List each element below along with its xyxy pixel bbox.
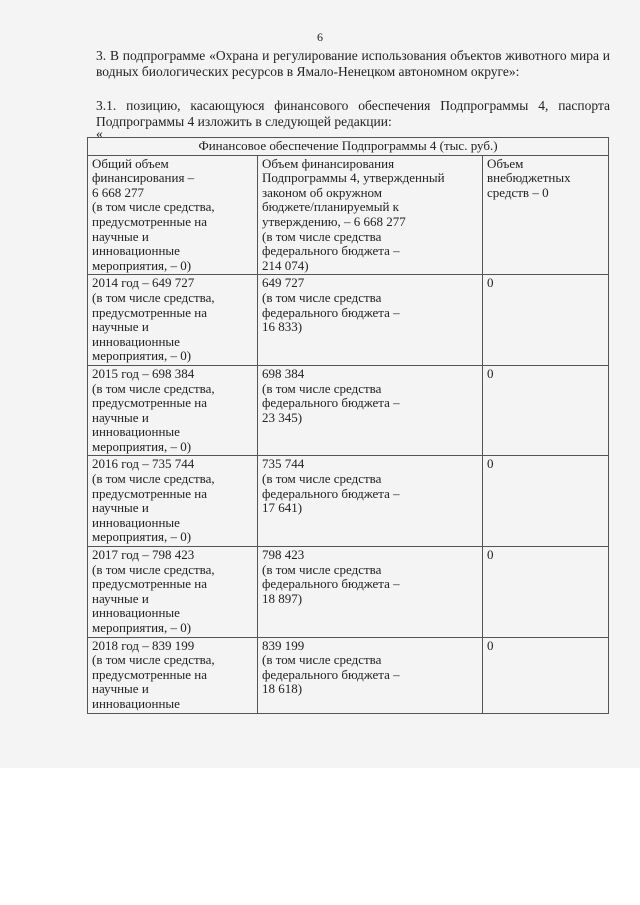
table-cell-year: [88, 365, 258, 456]
opening-quote-mark: «: [96, 126, 103, 141]
table-cell-year: [88, 637, 258, 713]
paragraph-position-change: 3.1. позицию, касающуюся финансового обеспечения Подпрограммы 4, паспорта Подпрограммы 4 изложить в следующей редакции:: [96, 98, 610, 129]
table-cell-year: [88, 275, 258, 366]
paragraph-subprogram-intro: 3. В подпрограмме «Охрана и регулирование использования объектов животного мира и водных биологических ресурсов в Ямало-Ненецком автономном округе»:: [96, 48, 610, 79]
cell-text: Общий объем финансирования – 6 668 277 (в том числе средства, предусмотренные на научные и инновационные мероприятия, – 0): [92, 155, 215, 273]
cell-text: 798 423 (в том числе средства федерального бюджета – 18 897): [262, 547, 400, 606]
table-row: [88, 365, 609, 456]
cell-text: 2014 год – 649 727 (в том числе средства, предусмотренные на научные и инновационные мероприятия, – 0): [92, 275, 215, 364]
cell-text: 2015 год – 698 384 (в том числе средства, предусмотренные на научные и инновационные мероприятия, – 0): [92, 365, 215, 454]
table-cell-extrabudget-funding: [483, 155, 609, 275]
table-row: [88, 637, 609, 713]
cell-text: Объем финансирования Подпрограммы 4, утвержденный законом об окружном бюджете/планируемый к утверждению, – 6 668 277 (в том числе средства федерального бюджета – 214 074): [262, 155, 445, 273]
table-cell-budget: [258, 456, 483, 547]
table-cell-budget: [258, 275, 483, 366]
cell-text: 0: [487, 637, 494, 653]
cell-text: 839 199 (в том числе средства федерального бюджета – 18 618): [262, 637, 400, 697]
table-row: [88, 547, 609, 638]
cell-text: 2018 год – 839 199 (в том числе средства, предусмотренные на научные и инновационные: [92, 637, 215, 711]
table-cell-year: [88, 456, 258, 547]
table-cell-budget: [258, 365, 483, 456]
table-cell-extrabudget: [483, 547, 609, 638]
cell-text: 735 744 (в том числе средства федерального бюджета – 17 641): [262, 456, 400, 516]
table-cell-extrabudget: [483, 275, 609, 366]
table-row: [88, 275, 609, 366]
cell-text: 2016 год – 735 744 (в том числе средства, предусмотренные на научные и инновационные мероприятия, – 0): [92, 456, 215, 545]
cell-text: 649 727 (в том числе средства федерального бюджета – 16 833): [262, 275, 400, 335]
table-title-row: [88, 138, 609, 156]
table-cell-budget: [258, 637, 483, 713]
table-row: [88, 456, 609, 547]
table-cell-extrabudget: [483, 637, 609, 713]
table-row-total: [88, 155, 609, 275]
cell-text: 2017 год – 798 423 (в том числе средства, предусмотренные на научные и инновационные мероприятия, – 0): [92, 547, 215, 635]
table-cell-budget-funding: [258, 155, 483, 275]
cell-text: 698 384 (в том числе средства федерального бюджета – 23 345): [262, 365, 400, 425]
cell-text: 0: [487, 275, 494, 291]
cell-text: Объем внебюджетных средств – 0: [487, 155, 571, 200]
table-title: Финансовое обеспечение Подпрограммы 4 (тыс. руб.): [88, 138, 609, 156]
cell-text: 0: [487, 456, 494, 472]
table-cell-year: [88, 547, 258, 638]
table-cell-budget: [258, 547, 483, 638]
table-cell-extrabudget: [483, 456, 609, 547]
table-cell-extrabudget: [483, 365, 609, 456]
table-cell-total-funding: [88, 155, 258, 275]
page-number: 6: [317, 30, 323, 44]
cell-text: 0: [487, 547, 494, 563]
cell-text: 0: [487, 365, 494, 381]
financing-table: [87, 137, 609, 714]
